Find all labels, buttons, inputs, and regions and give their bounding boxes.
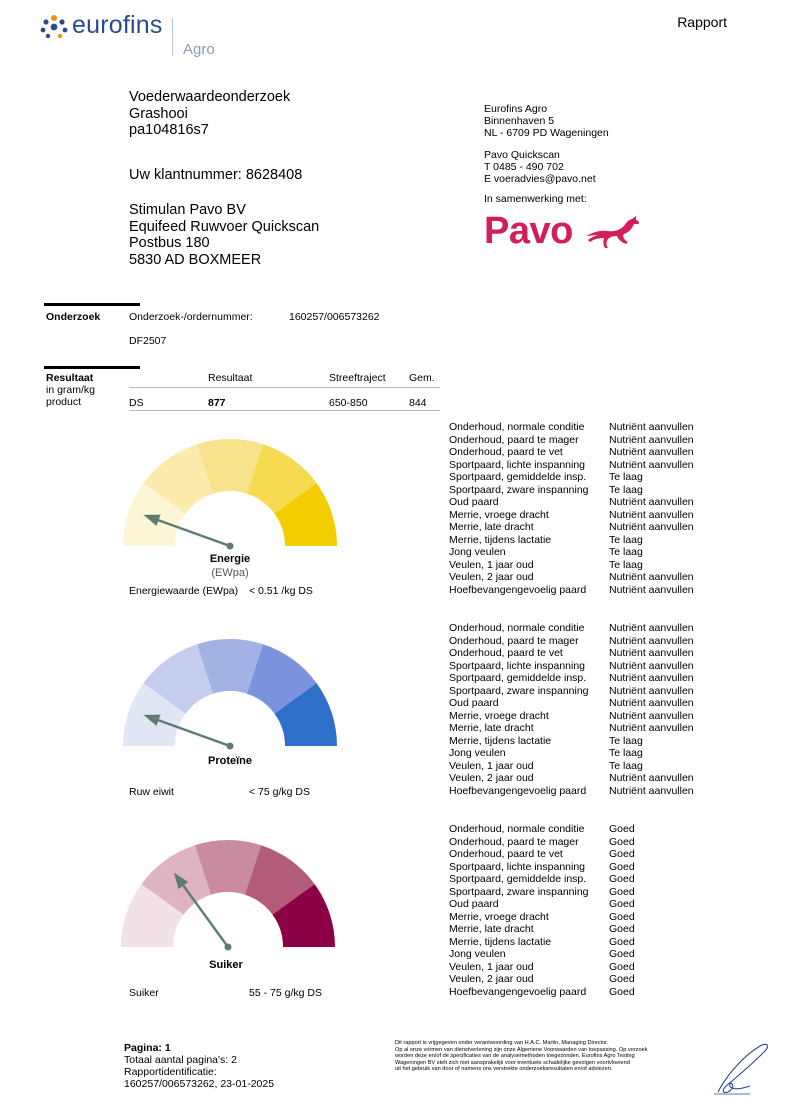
status-value: Nutriënt aanvullen [609,458,694,471]
status-category: Hoefbevangengevoelig paard [449,784,587,797]
resultaat-sub: in gram/kg product [46,384,96,408]
status-category: Veulen, 1 jaar oud [449,960,534,973]
status-value: Goed [609,935,635,948]
suiker-gauge [118,833,338,953]
suiker-status-list [449,823,635,998]
report-id-label: Rapportidentificatie: [124,1066,217,1078]
resultaat-heading: Resultaat [46,372,94,384]
status-category: Onderhoud, normale conditie [449,622,585,634]
status-row [449,647,694,660]
gauge-pivot [227,543,234,550]
report-id: 160257/006573262, 23-01-2025 [124,1078,275,1090]
proteine-gauge [120,632,340,752]
status-value: Nutriënt aanvullen [609,684,694,697]
status-category: Sportpaard, gemiddelde insp. [449,471,587,483]
status-value: Te laag [609,759,643,772]
report-label: Rapport [677,14,727,30]
status-value: Nutriënt aanvullen [609,446,694,458]
gauge-value-energie: < 0.51 /kg DS [249,585,313,597]
status-category: Onderhoud, paard te vet [449,446,563,458]
report-title: Voederwaardeonderzoek [129,89,291,105]
status-row [449,772,694,785]
status-category: Merrie, vroege dracht [449,508,549,521]
status-row [449,873,635,886]
status-value: Nutriënt aanvullen [609,697,694,709]
result-row-result: 877 [208,397,226,409]
status-row [449,861,635,874]
gauge-value-label-energie: Energiewaarde (EWpa) [129,585,239,597]
status-category: Sportpaard, zware inspanning [449,684,589,697]
resultaat-heading-block [46,372,116,408]
status-row [449,534,694,547]
energie-status-list [449,421,694,596]
gauge-value-proteine: < 75 g/kg DS [249,786,310,798]
status-row [449,760,694,773]
status-row [449,986,635,999]
logo-sub: Agro [183,41,215,58]
status-row [449,446,694,459]
status-row [449,421,694,434]
status-category: Merrie, tijdens lactatie [449,935,552,948]
status-row [449,697,694,710]
onderzoek-code: DF2507 [129,335,167,347]
status-category: Veulen, 2 jaar oud [449,571,534,583]
horse-icon [584,214,642,250]
sender-line: NL - 6709 PD Wageningen [484,127,609,139]
gauge-subtitle-energie: (EWpa) [211,567,249,579]
signature-icon [710,1040,772,1098]
status-value: Te laag [609,747,643,759]
status-value: Goed [609,985,635,998]
status-row [449,961,635,974]
eurofins-logo [40,12,220,60]
pavo-logo-text: Pavo [484,210,573,252]
pavo-logo [484,208,644,258]
status-category: Jong veulen [449,546,506,558]
total-pages: Totaal aantal pagina's: 2 [124,1054,237,1066]
status-value: Goed [609,848,635,860]
status-value: Nutriënt aanvullen [609,647,694,659]
disclaimer-line: Dit rapport is vrijgegeven onder verantwoording van H.A.C. Martin, Managing Director. [395,1040,609,1046]
status-value: Nutriënt aanvullen [609,433,694,446]
client-number: Uw klantnummer: 8628408 [129,167,303,183]
cooperation-label: In samenwerking met: [484,193,587,205]
gauge-title-energie: Energie [209,553,251,565]
order-label: Onderzoek-/ordernummer: [129,311,253,323]
status-row [449,923,635,936]
status-category: Hoefbevangengevoelig paard [449,985,587,998]
status-value: Te laag [609,471,643,483]
status-value: Nutriënt aanvullen [609,634,694,647]
status-category: Sportpaard, zware inspanning [449,885,589,898]
status-row [449,459,694,472]
status-category: Onderhoud, normale conditie [449,421,585,433]
addressee-line: 5830 AD BOXMEER [129,251,262,268]
footer-page-info [124,1042,274,1090]
status-value: Nutriënt aanvullen [609,672,694,684]
status-value: Goed [609,823,635,835]
status-category: Merrie, late dracht [449,521,534,533]
status-row [449,571,694,584]
status-row [449,496,694,509]
status-category: Oud paard [449,697,499,709]
status-row [449,886,635,899]
status-category: Merrie, late dracht [449,923,534,935]
status-row [449,747,694,760]
status-category: Merrie, tijdens lactatie [449,734,552,747]
status-value: Nutriënt aanvullen [609,722,694,734]
status-value: Goed [609,948,635,960]
status-value: Te laag [609,546,643,558]
header-rule [129,387,440,388]
status-value: Goed [609,885,635,898]
status-row [449,898,635,911]
page-number: Pagina: 1 [124,1042,171,1054]
status-category: Oud paard [449,898,499,910]
status-category: Veulen, 2 jaar oud [449,973,534,985]
status-row [449,635,694,648]
status-value: Te laag [609,483,643,496]
status-category: Jong veulen [449,948,506,960]
status-value: Nutriënt aanvullen [609,508,694,521]
status-row [449,546,694,559]
status-value: Goed [609,960,635,973]
status-category: Oud paard [449,496,499,508]
sender-email: E voeradvies@pavo.net [484,173,596,185]
status-value: Nutriënt aanvullen [609,521,694,533]
status-category: Merrie, tijdens lactatie [449,533,552,546]
status-value: Te laag [609,734,643,747]
status-value: Goed [609,873,635,885]
product-name: Grashooi [129,105,188,122]
status-value: Goed [609,860,635,873]
status-value: Te laag [609,558,643,571]
disclaimer-line: Wageningen BV stelt zich niet aansprakelijk voor eventuele schadelijke gevolgen voortvloeiend [395,1059,630,1066]
col-range-header: Streeftraject [329,372,386,384]
status-category: Veulen, 2 jaar oud [449,772,534,784]
disclaimer-line: worden deze en/of de specificaties van de analysemethoden toegezonden. Eurofins Agro Testing [395,1053,635,1059]
status-value: Nutriënt aanvullen [609,784,694,797]
status-category: Hoefbevangengevoelig paard [449,583,587,596]
gauge-title-suiker: Suiker [209,959,243,971]
title-block [129,89,290,139]
status-category: Sportpaard, gemiddelde insp. [449,873,587,885]
onderzoek-heading: Onderzoek [46,311,101,323]
status-row [449,823,635,836]
status-row [449,559,694,572]
gauge-pivot [225,944,232,951]
sender-line: Eurofins Agro [484,103,548,115]
status-category: Onderhoud, paard te vet [449,848,563,860]
status-category: Onderhoud, paard te mager [449,433,579,446]
gauge-value-suiker: 55 - 75 g/kg DS [249,987,322,999]
sample-code: pa104816s7 [129,122,209,138]
status-row [449,710,694,723]
status-row [449,484,694,497]
status-category: Onderhoud, paard te mager [449,835,579,848]
status-row [449,660,694,673]
status-category: Onderhoud, paard te vet [449,647,563,659]
status-value: Goed [609,973,635,985]
gauge-title-proteine: Proteïne [207,755,252,767]
status-row [449,848,635,861]
status-value: Goed [609,898,635,910]
addressee-line: Stimulan Pavo BV [129,202,246,218]
status-row [449,973,635,986]
row-rule [129,410,440,411]
eurofins-dots-icon [40,14,70,42]
sender-phone: T 0485 - 490 702 [484,161,564,173]
status-category: Merrie, vroege dracht [449,709,549,722]
col-result-header: Resultaat [208,372,253,384]
gauge-value-label-suiker: Suiker [129,987,159,999]
proteine-status-list [449,622,694,797]
status-value: Nutriënt aanvullen [609,583,694,596]
gauge-value-label-proteine: Ruw eiwit [129,786,174,798]
status-value: Nutriënt aanvullen [609,571,694,583]
status-category: Sportpaard, gemiddelde insp. [449,672,587,684]
status-row [449,471,694,484]
order-value: 160257/006573262 [289,311,380,323]
status-row [449,836,635,849]
status-value: Goed [609,923,635,935]
result-row-name: DS [129,397,144,409]
status-category: Veulen, 1 jaar oud [449,558,534,571]
disclaimer-line: uit het gebruik van door of namens ons verstrekte onderzoeksresultaten en/of adviezen. [395,1066,613,1072]
status-row [449,434,694,447]
section-divider [44,303,140,306]
addressee-line: Postbus 180 [129,235,210,251]
status-row [449,521,694,534]
disclaimer-line: Op al onze vormen van dienstverlening zijn onze Algemene Voorwaarden van toepassing. Op verzoek [395,1046,648,1053]
status-row [449,948,635,961]
status-row [449,936,635,949]
status-row [449,785,694,798]
energie-gauge [120,432,340,552]
addressee [129,202,319,268]
status-row [449,722,694,735]
status-category: Sportpaard, lichte inspanning [449,659,586,672]
status-category: Sportpaard, zware inspanning [449,483,589,496]
logo-separator [172,18,173,56]
status-row [449,584,694,597]
col-avg-header: Gem. [409,372,435,384]
section-divider [44,366,140,369]
status-value: Nutriënt aanvullen [609,622,694,634]
status-category: Jong veulen [449,747,506,759]
addressee-line: Equifeed Ruwvoer Quickscan [129,218,320,235]
status-row [449,672,694,685]
status-value: Nutriënt aanvullen [609,421,694,433]
status-category: Sportpaard, lichte inspanning [449,860,586,873]
status-category: Onderhoud, normale conditie [449,823,585,835]
status-row [449,735,694,748]
status-row [449,911,635,924]
status-value: Goed [609,910,635,923]
status-category: Merrie, late dracht [449,722,534,734]
status-row [449,685,694,698]
status-value: Te laag [609,533,643,546]
gauge-pivot [227,743,234,750]
status-value: Nutriënt aanvullen [609,659,694,672]
disclaimer [395,1040,705,1073]
status-category: Merrie, vroege dracht [449,910,549,923]
status-value: Nutriënt aanvullen [609,709,694,722]
status-value: Goed [609,835,635,848]
status-category: Onderhoud, paard te mager [449,634,579,647]
status-category: Veulen, 1 jaar oud [449,759,534,772]
logo-text: eurofins [72,11,163,39]
status-value: Nutriënt aanvullen [609,772,694,784]
status-row [449,622,694,635]
result-row-avg: 844 [409,397,427,409]
result-row-range: 650-850 [329,397,368,409]
sender-block [484,103,609,205]
status-row [449,509,694,522]
status-value: Nutriënt aanvullen [609,496,694,508]
sender-service: Pavo Quickscan [484,149,560,161]
sender-line: Binnenhaven 5 [484,115,555,127]
status-category: Sportpaard, lichte inspanning [449,458,586,471]
